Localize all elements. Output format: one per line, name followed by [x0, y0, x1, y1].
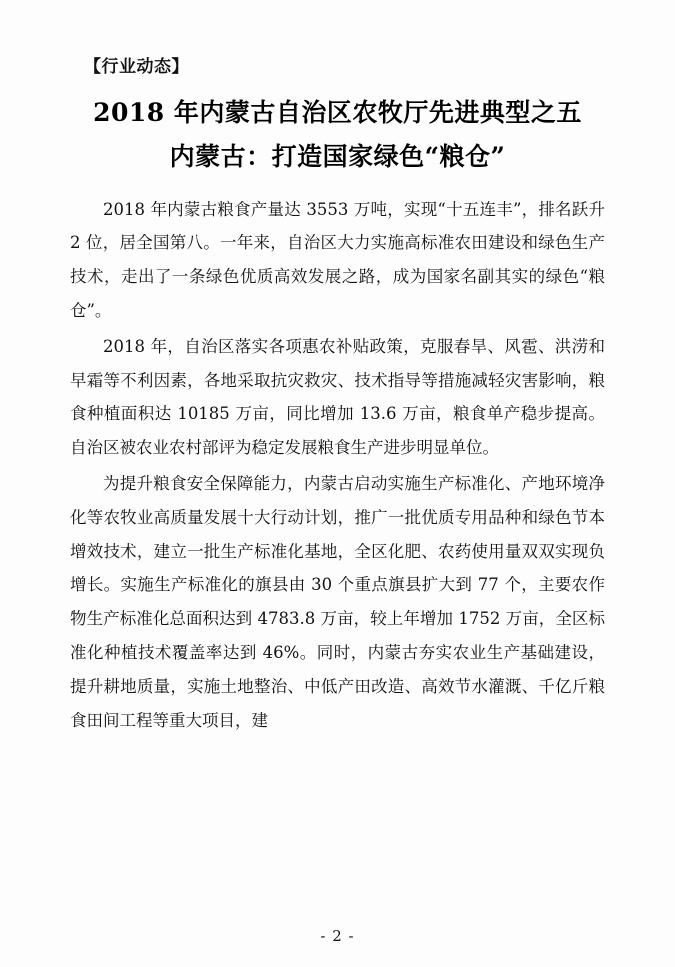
document-body	[70, 193, 605, 738]
page-title	[70, 91, 605, 179]
title-line-1: 2018 年内蒙古自治区农牧厅先进典型之五	[93, 98, 582, 127]
paragraph-2: 2018 年，自治区落实各项惠农补贴政策，克服春旱、风雹、洪涝和早霜等不利因素，各地采取抗灾救灾、技术指导等措施减轻灾害影响，粮食种植面积达 10185 万亩，同比增加 13.6 万亩，粮食单产稳步提高。自治区被农业农村部评为稳定发展粮食生产进步明显单位。	[70, 336, 605, 458]
paragraph-3: 为提升粮食安全保障能力，内蒙古启动实施生产标准化、产地环境净化等农牧业高质量发展十大行动计划，推广一批优质专用品种和绿色节本增效技术，建立一批生产标准化基地，全区化肥、农药使用量双双实现负增长。实施生产标准化的旗县由 30 个重点旗县扩大到 77 个，主要农作物生产标准化总面积达到 4783.8 万亩，较上年增加 1752 万亩，全区标准化种植技术覆盖率达到 46%。同时，内蒙古夯实农业生产基础建设，提升耕地质量，实施土地整治、中低产田改造、高效节水灌溉、千亿斤粮食田间工程等重大项目，建	[70, 474, 605, 730]
title-line-2: 内蒙古：打造国家绿色“粮仓”	[169, 141, 506, 171]
paragraph-1: 2018 年内蒙古粮食产量达 3553 万吨，实现“十五连丰”，排名跃升 2 位，居全国第八。一年来，自治区大力实施高标准农田建设和绿色生产技术，走出了一条绿色优质高效发展之路，成为国家名副其实的绿色“粮仓”。	[70, 199, 605, 320]
page-number: - 2 -	[320, 927, 355, 945]
category-tag: 【行业动态】	[84, 57, 189, 77]
